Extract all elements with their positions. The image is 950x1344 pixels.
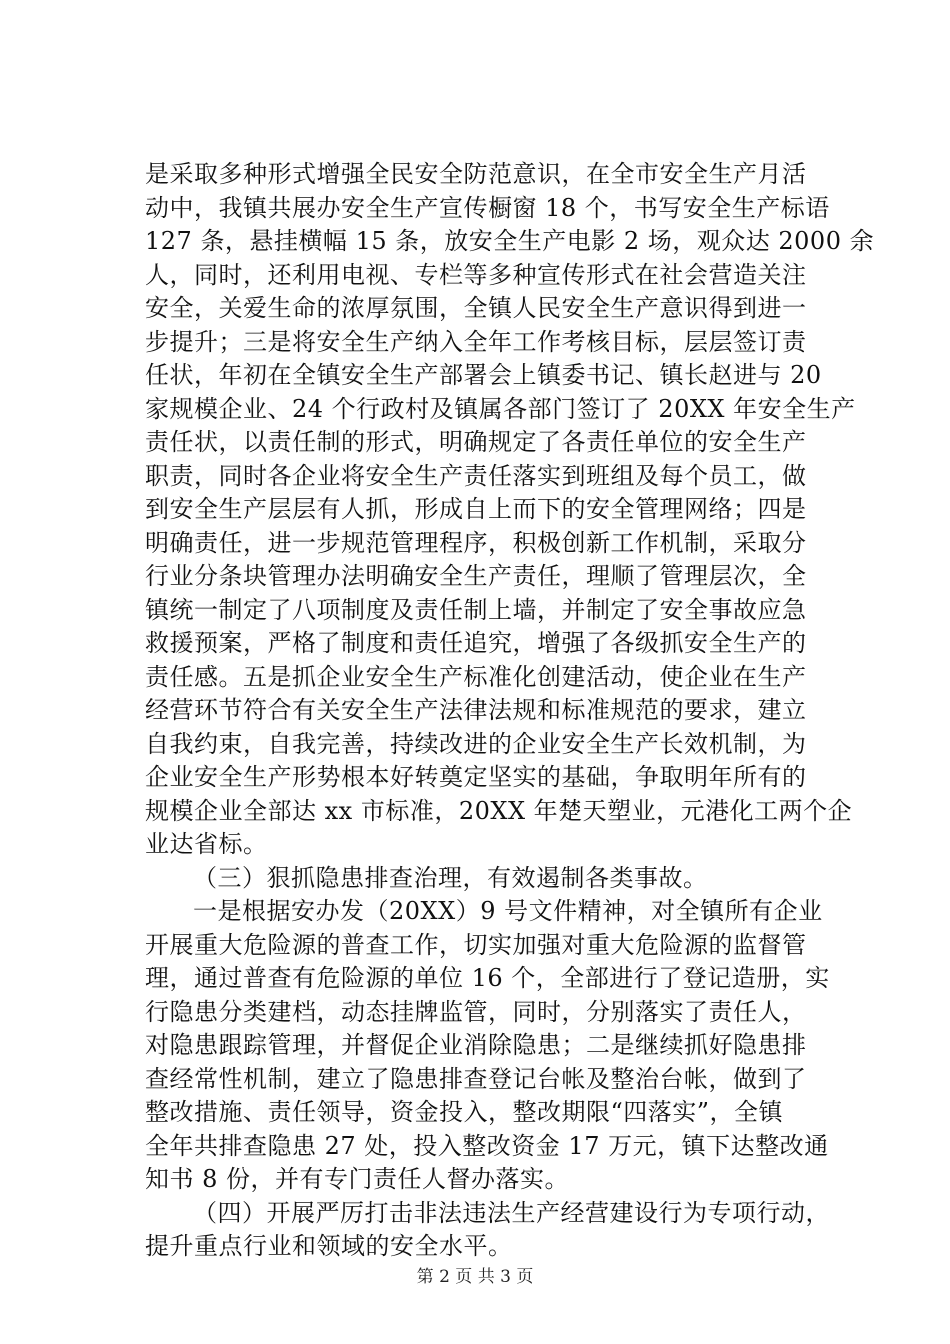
text-line: 企业安全生产形势根本好转奠定坚实的基础，争取明年所有的 bbox=[145, 763, 807, 791]
text-line: 全年共排查隐患 27 处，投入整改资金 17 万元，镇下达整改通 bbox=[145, 1131, 829, 1160]
section-heading: （三）狠抓隐患排查治理，有效遏制各类事故。 bbox=[193, 863, 708, 892]
text-line: 家规模企业、24 个行政村及镇属各部门签订了 20XX 年安全生产 bbox=[145, 394, 856, 423]
text-line: 经营环节符合有关安全生产法律法规和标准规范的要求，建立 bbox=[145, 696, 807, 724]
text-line: 安全，关爱生命的浓厚氛围，全镇人民安全生产意识得到进一 bbox=[145, 294, 807, 322]
text-line: 行隐患分类建档，动态挂牌监管，同时，分别落实了责任人， bbox=[145, 997, 807, 1026]
text-line: 整改措施、责任领导，资金投入，整改期限“四落实”，全镇 bbox=[145, 1098, 784, 1126]
text-line: 到安全生产层层有人抓，形成自上而下的安全管理网络；四是 bbox=[145, 495, 807, 523]
text-line: 是采取多种形式增强全民安全防范意识，在全市安全生产月活 bbox=[145, 160, 807, 188]
text-line: 知书 8 份，并有专门责任人督办落实。 bbox=[145, 1165, 570, 1193]
text-line: 镇统一制定了八项制度及责任制上墙，并制定了安全事故应急 bbox=[145, 595, 807, 624]
text-line: 救援预案，严格了制度和责任追究，增强了各级抓安全生产的 bbox=[145, 629, 807, 657]
text-line: 一是根据安办发（20XX）9 号文件精神，对全镇所有企业 bbox=[193, 897, 823, 925]
text-line: 人，同时，还利用电视、专栏等多种宣传形式在社会营造关注 bbox=[145, 260, 807, 289]
text-line: 开展重大危险源的普查工作，切实加强对重大危险源的监督管 bbox=[145, 930, 807, 959]
text-line: 对隐患跟踪管理，并督促企业消除隐患；二是继续抓好隐患排 bbox=[145, 1031, 807, 1059]
text-line: 规模企业全部达 xx 市标准，20XX 年楚天塑业，元港化工两个企 bbox=[145, 796, 853, 825]
text-line: 职责，同时各企业将安全生产责任落实到班组及每个员工，做 bbox=[145, 461, 807, 490]
text-line: 责任状，以责任制的形式，明确规定了各责任单位的安全生产 bbox=[145, 428, 807, 456]
text-line: 动中，我镇共展办安全生产宣传橱窗 18 个，书写安全生产标语 bbox=[145, 193, 830, 222]
document-body bbox=[145, 158, 875, 1264]
text-line: 127 条，悬挂横幅 15 条，放安全生产电影 2 场，观众达 2000 余 bbox=[145, 227, 875, 255]
section-heading: （四）开展严厉打击非法违法生产经营建设行为专项行动， bbox=[193, 1198, 830, 1227]
text-line: 理，通过普查有危险源的单位 16 个，全部进行了登记造册，实 bbox=[145, 964, 830, 992]
text-line: 自我约束，自我完善，持续改进的企业安全生产长效机制，为 bbox=[145, 729, 807, 758]
text-line: 查经常性机制，建立了隐患排查登记台帐及整治台帐，做到了 bbox=[145, 1064, 807, 1093]
text-line: 明确责任，进一步规范管理程序，积极创新工作机制，采取分 bbox=[145, 528, 807, 557]
text-line: 提升重点行业和领域的安全水平。 bbox=[145, 1232, 513, 1260]
page-number-footer: 第 2 页 共 3 页 bbox=[416, 1267, 534, 1287]
text-line: 业达省标。 bbox=[145, 830, 268, 858]
text-line: 责任感。五是抓企业安全生产标准化创建活动，使企业在生产 bbox=[145, 662, 807, 691]
text-line: 行业分条块管理办法明确安全生产责任，理顺了管理层次，全 bbox=[145, 562, 807, 590]
text-line: 任状，年初在全镇安全生产部署会上镇委书记、镇长赵进与 20 bbox=[145, 361, 822, 389]
text-line: 步提升；三是将安全生产纳入全年工作考核目标，层层签订责 bbox=[145, 327, 807, 356]
